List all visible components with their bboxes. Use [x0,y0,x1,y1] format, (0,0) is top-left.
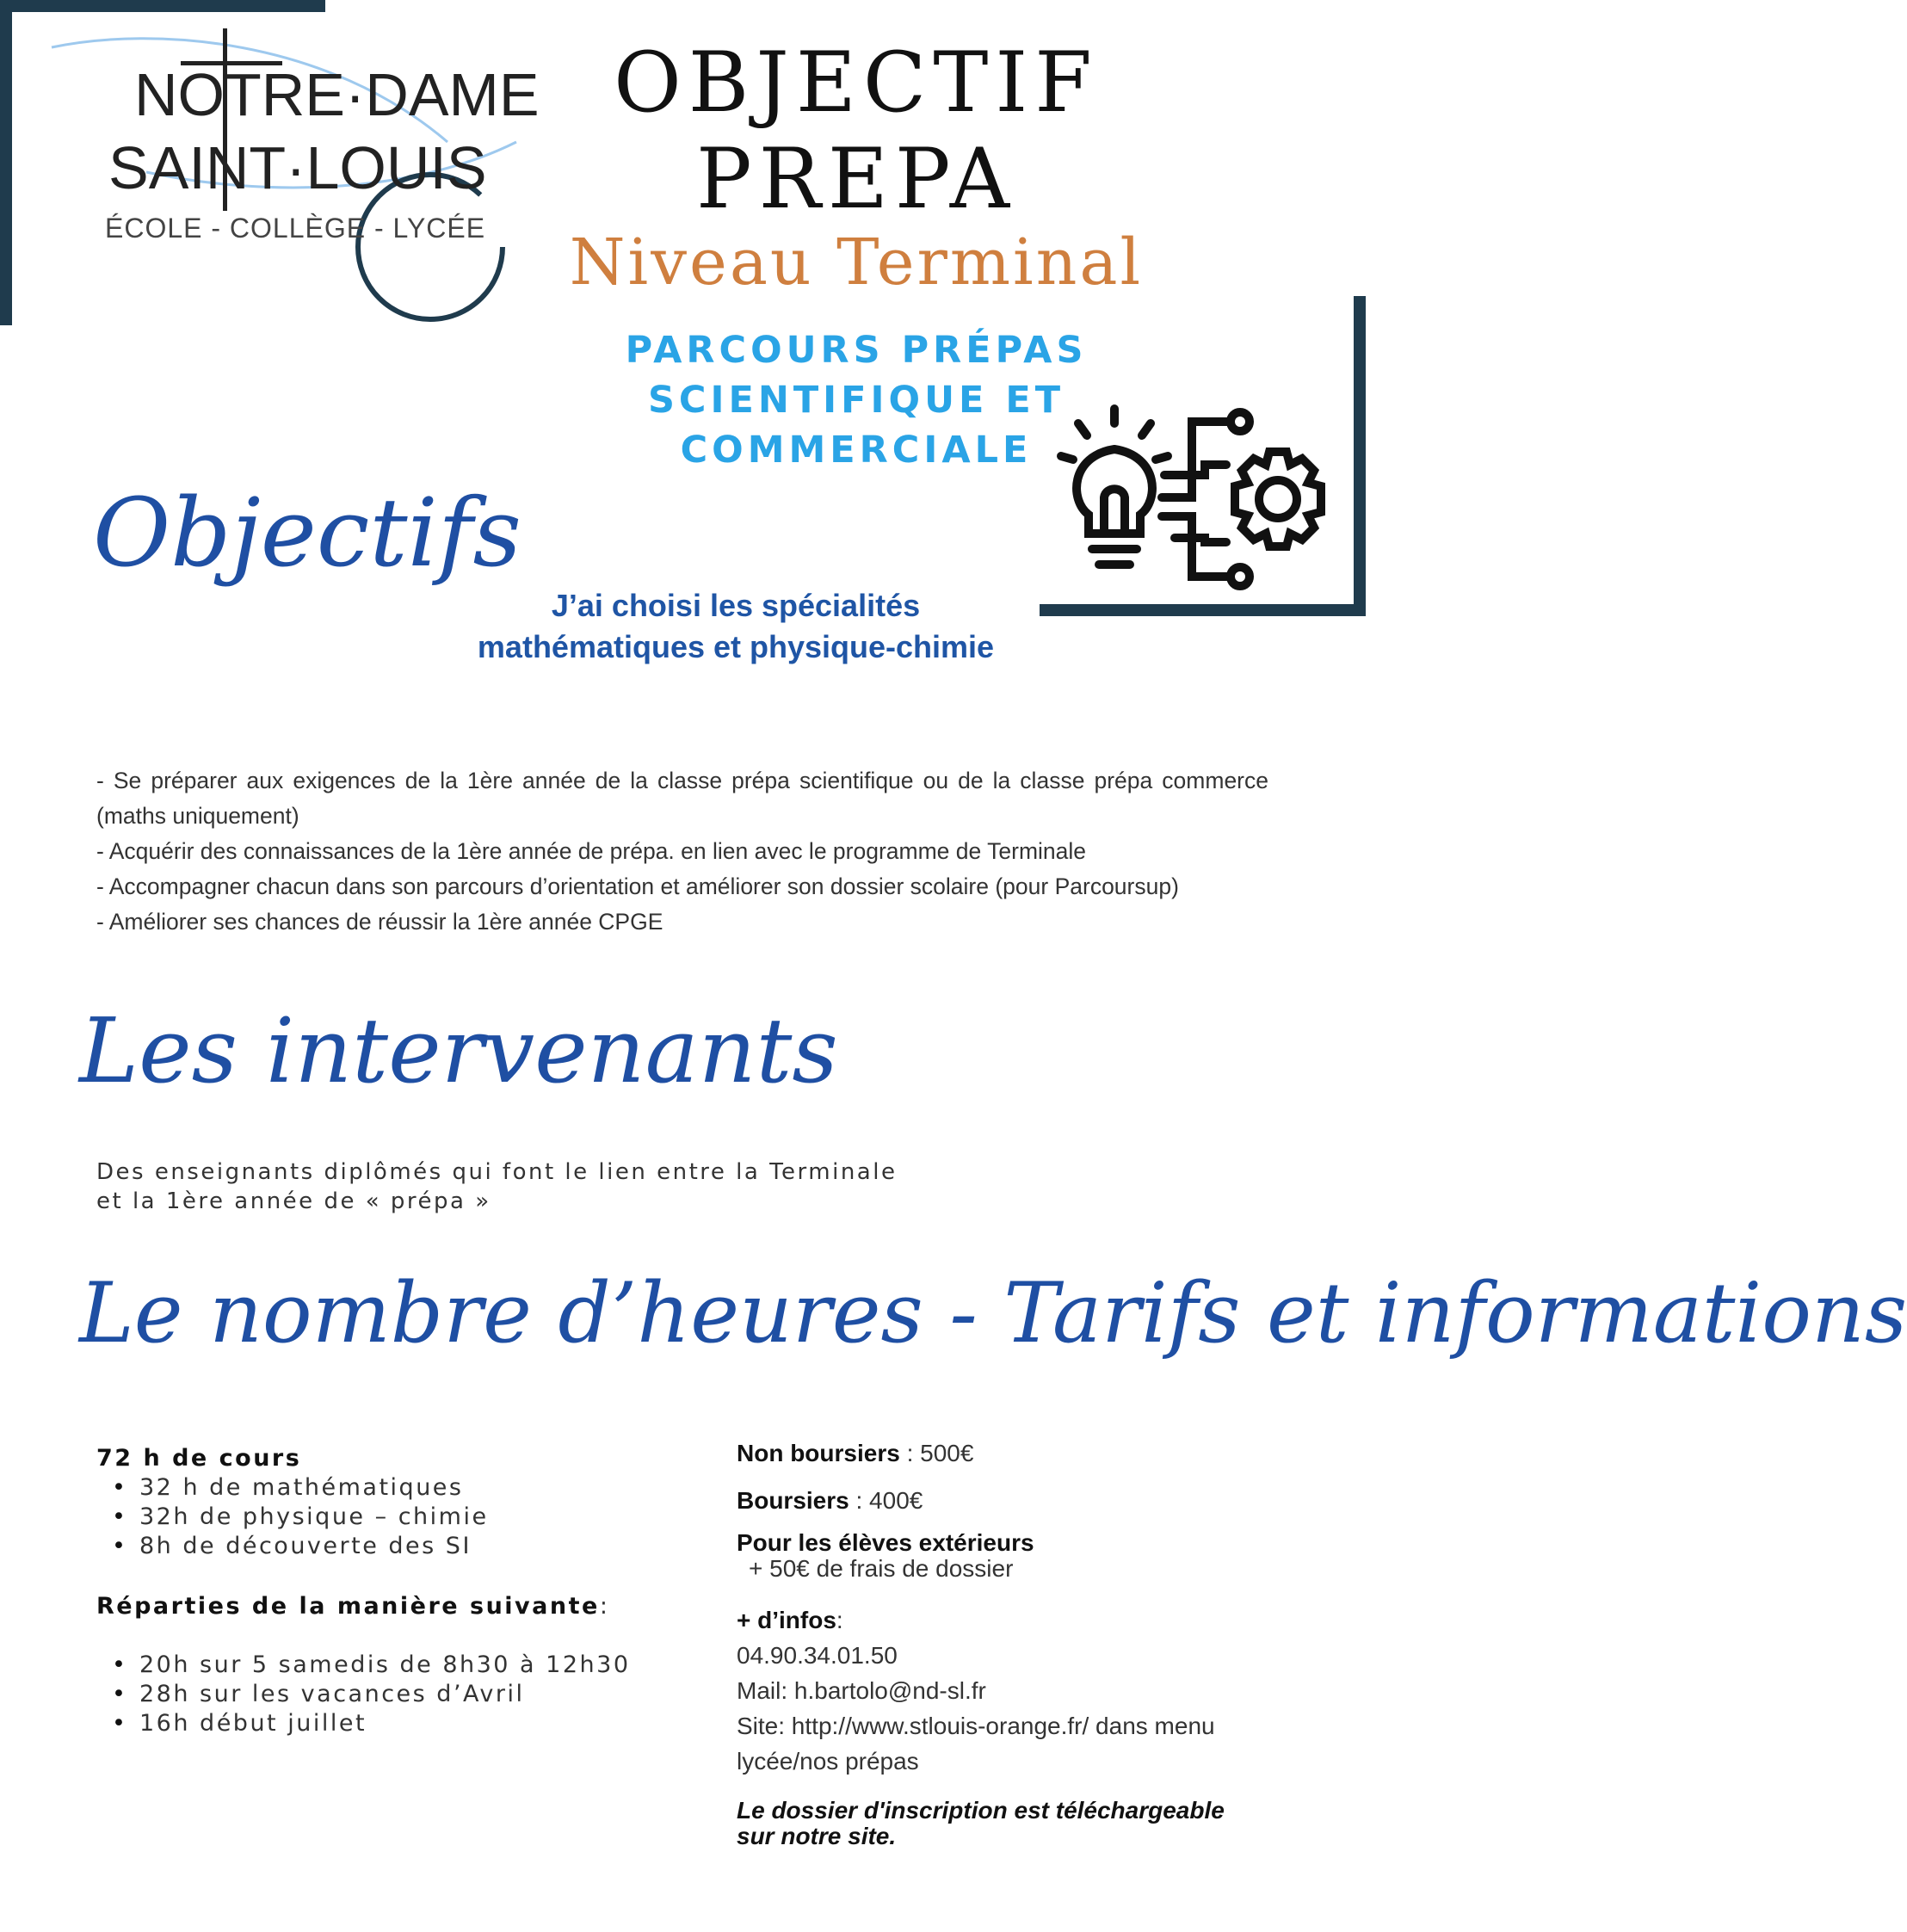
parcours-line-3: COMMERCIALE [680,429,1033,472]
contact-phone: 04.90.34.01.50 [737,1642,898,1669]
objectives-list [96,763,1268,940]
section-title-intervenants: Les intervenants [79,998,838,1103]
subtitle-line-1: J’ai choisi les spécialités [551,588,921,623]
logo-tagline: ÉCOLE - COLLÈGE - LYCÉE [105,213,486,244]
infos-heading: + d’infos: [737,1607,843,1633]
price-non-boursiers: Non boursiers : 500€ [737,1440,974,1466]
hours-total: 72 h de cours [96,1445,302,1472]
logo-line-notre-dame: NOTRE·DAME [134,61,540,128]
main-title-line-2: PREPA [695,131,1017,227]
hours-breakdown-list [96,1473,699,1561]
contact-site-path: lycée/nos prépas [737,1748,919,1775]
pricing-column [737,1435,1270,1849]
objective-item: - Améliorer ses chances de réussir la 1ère année CPGE [96,909,663,935]
frame-right-vertical [1354,296,1366,616]
main-title-line-1: OBJECTIF [614,34,1099,131]
objective-item: - Accompagner chacun dans son parcours d’orientation et améliorer son dossier scolaire (pour Parcoursup) [96,873,1179,899]
price-boursiers: Boursiers : 400€ [737,1487,923,1514]
schedule-title: Réparties de la manière suivante [96,1593,600,1620]
contact-site: Site: http://www.stlouis-orange.fr/ dans menu [737,1713,1215,1739]
logo-line-saint-louis: SAINT·LOUIS [108,134,487,201]
frame-top-left-horizontal [0,0,325,12]
section-title-heures-tarifs: Le nombre d’heures - Tarifs et informations [79,1265,1907,1361]
schedule-item: • 16h début juillet [139,1709,699,1738]
hours-breakdown-item: • 8h de découverte des SI [139,1532,699,1561]
parcours-line-1: PARCOURS PRÉPAS [625,329,1088,372]
lightbulb-gear-icon [1054,404,1342,589]
schedule-item: • 28h sur les vacances d’Avril [139,1680,699,1709]
contact-mail: Mail: h.bartolo@nd-sl.fr [737,1677,986,1704]
level-subtitle: Niveau Terminal [569,225,1144,299]
objective-item: - Se préparer aux exigences de la 1ère année de la classe prépa scientifique ou de la classe prépa commerce (maths uniquement) [96,768,1268,829]
hours-column [96,1444,699,1738]
exterieurs-label: Pour les élèves extérieurs [737,1529,1034,1556]
registration-note-line-2: sur notre site. [737,1823,897,1849]
parcours-line-2: SCIENTIFIQUE ET [647,379,1065,422]
hours-breakdown-item: • 32 h de mathématiques [139,1473,699,1503]
section-title-objectifs: Objectifs [93,478,521,588]
specialites-subtitle [275,585,1196,668]
exterieurs-fee: + 50€ de frais de dossier [749,1555,1014,1582]
schedule-list [96,1651,699,1738]
hours-breakdown-item: • 32h de physique – chimie [139,1503,699,1532]
intervenants-description [96,1157,1043,1216]
frame-top-left-vertical [0,0,12,325]
idea-gear-icon [1054,404,1342,589]
registration-note-line-1: Le dossier d'inscription est téléchargeable [737,1797,1225,1824]
intervenants-line-2: et la 1ère année de « prépa » [96,1188,491,1214]
subtitle-line-2: mathématiques et physique-chimie [477,629,995,664]
schedule-heading: Réparties de la manière suivante: [96,1593,610,1620]
school-logo [52,22,540,323]
schedule-item: • 20h sur 5 samedis de 8h30 à 12h30 [139,1651,699,1680]
intervenants-line-1: Des enseignants diplômés qui font le lien entre la Terminale [96,1159,898,1185]
objective-item: - Acquérir des connaissances de la 1ère année de prépa. en lien avec le programme de Terminale [96,838,1087,864]
main-title [516,34,1196,227]
